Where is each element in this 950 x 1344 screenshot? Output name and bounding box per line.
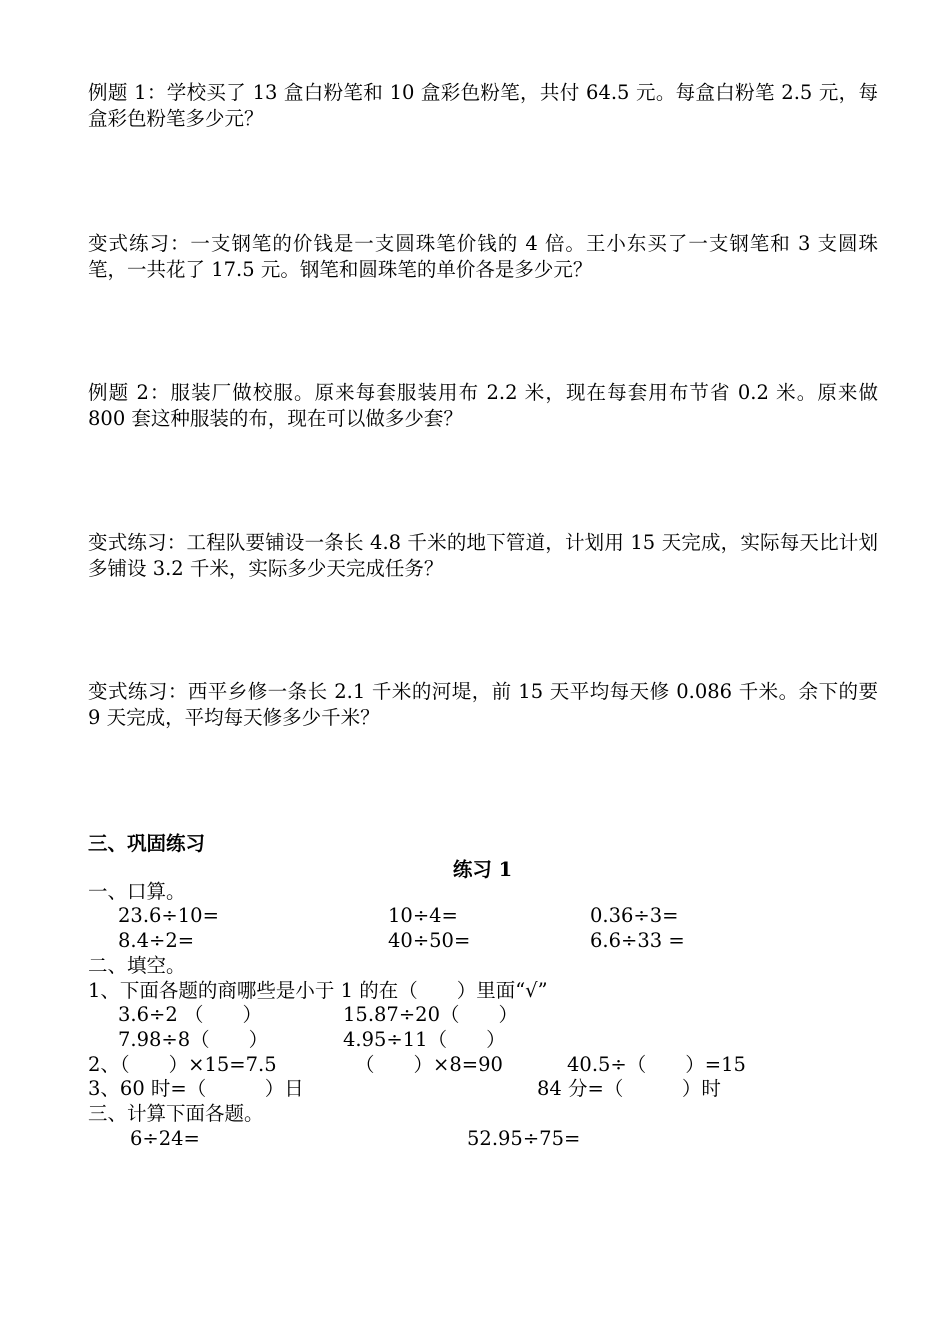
problem-5: 变式练习：西平乡修一条长 2.1 千米的河堤，前 15 天平均每天修 0.086 千米。余下的要 9 天完成，平均每天修多少千米？ [88, 680, 878, 729]
fill-item: 3.6÷2 （ ） [118, 1003, 262, 1026]
part1-title: 一、口算。 [88, 880, 186, 903]
calc-item: 6÷24= [130, 1127, 200, 1150]
calc-item: 6.6÷33 = [590, 929, 685, 952]
fill-question-1: 1、下面各题的商哪些是小于 1 的在（ ）里面“√” [88, 979, 548, 1002]
fill-item: 4.95÷11（ ） [343, 1028, 506, 1051]
calc-item: 52.95÷75= [467, 1127, 581, 1150]
calc-item: 40÷50= [388, 929, 471, 952]
part3-title: 三、计算下面各题。 [88, 1102, 264, 1125]
calc-item: 10÷4= [388, 904, 458, 927]
fill-question-3b: 84 分=（ ）时 [537, 1077, 721, 1100]
fill-item: 15.87÷20（ ） [343, 1003, 518, 1026]
problem-4: 变式练习：工程队要铺设一条长 4.8 千米的地下管道，计划用 15 天完成，实际每天比计划多铺设 3.2 千米，实际多少天完成任务？ [88, 531, 878, 580]
problem-2: 变式练习：一支钢笔的价钱是一支圆珠笔价钱的 4 倍。王小东买了一支钢笔和 3 支圆珠笔，一共花了 17.5 元。钢笔和圆珠笔的单价各是多少元？ [88, 232, 878, 281]
calc-item: 0.36÷3= [590, 904, 679, 927]
fill-question-2a: 2、（ ）×15=7.5 [88, 1053, 277, 1076]
exercise-title: 练习 1 [452, 858, 513, 881]
problem-3: 例题 2：服装厂做校服。原来每套服装用布 2.2 米，现在每套用布节省 0.2 米。原来做 800 套这种服装的布，现在可以做多少套？ [88, 381, 878, 430]
fill-question-2b: （ ）×8=90 [355, 1053, 503, 1076]
problem-1: 例题 1：学校买了 13 盒白粉笔和 10 盒彩色粉笔，共付 64.5 元。每盒白粉笔 2.5 元，每盒彩色粉笔多少元？ [88, 81, 878, 130]
section-heading: 三、巩固练习 [88, 832, 206, 855]
part2-title: 二、填空。 [88, 954, 186, 977]
fill-question-3a: 3、60 时=（ ）日 [88, 1077, 304, 1100]
calc-item: 23.6÷10= [118, 904, 219, 927]
fill-item: 7.98÷8（ ） [118, 1028, 269, 1051]
fill-question-2c: 40.5÷（ ）=15 [567, 1053, 746, 1076]
calc-item: 8.4÷2= [118, 929, 195, 952]
